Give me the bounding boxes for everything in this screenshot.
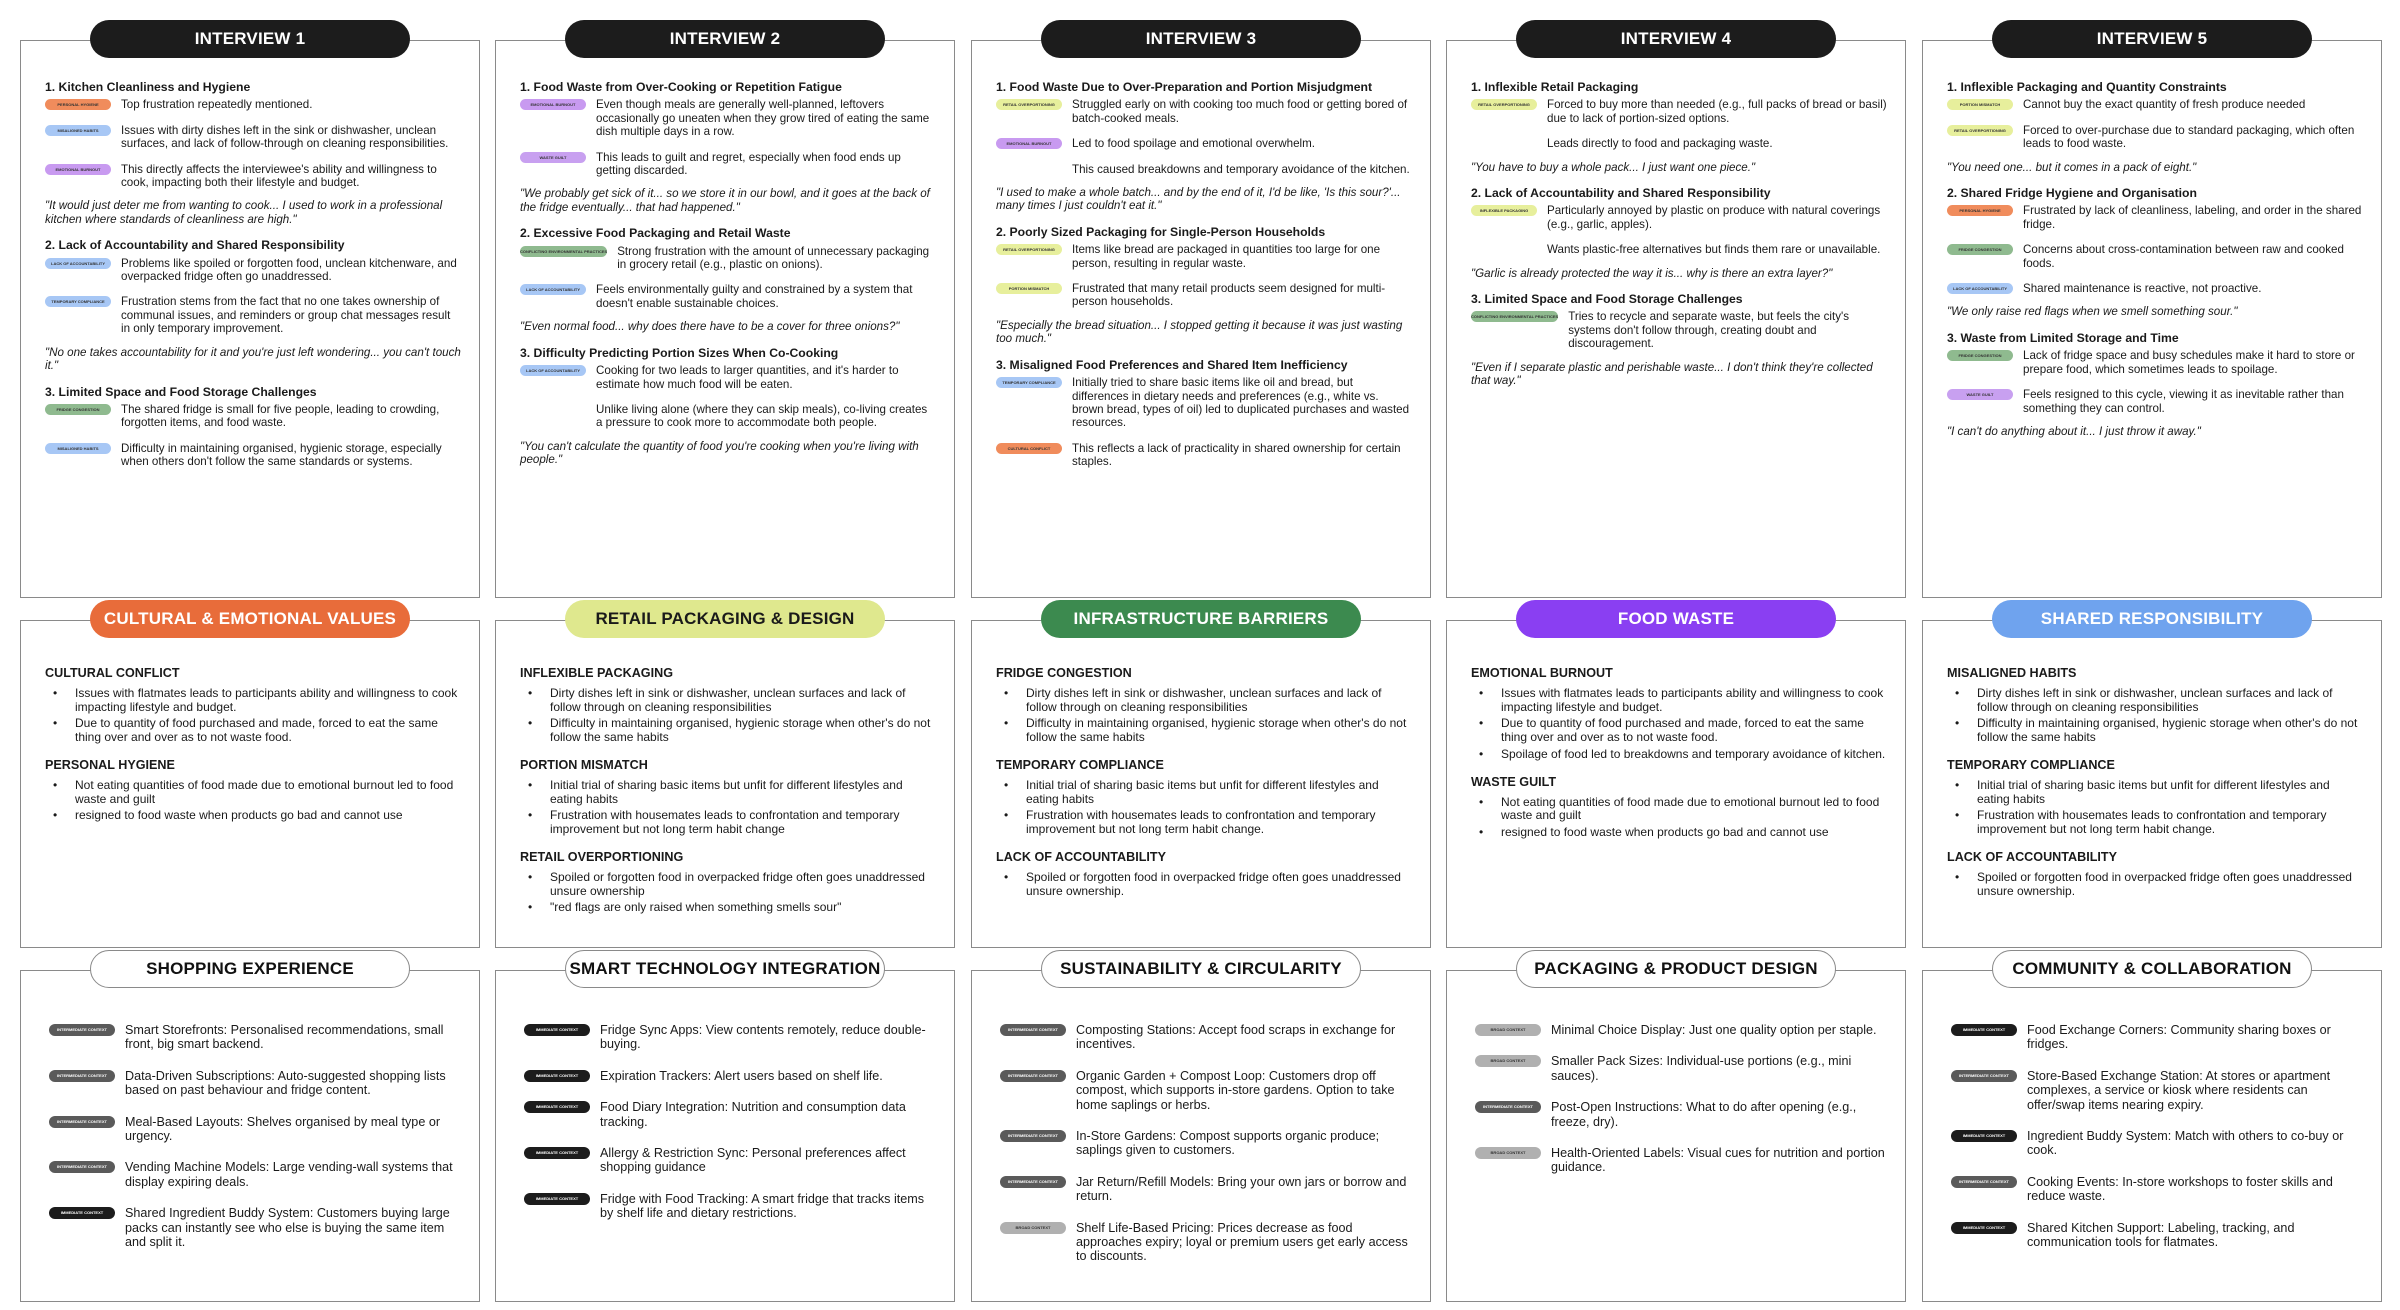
interview-quote: "You need one... but it comes in a pack of eight.": [1947, 160, 2197, 174]
interview-content: [994, 81, 1412, 481]
context-tag: IMMEDIATE CONTEXT: [1951, 1130, 2017, 1142]
finding-item: [518, 283, 936, 310]
theme-bullets: [994, 779, 1412, 837]
theme-panel-5: [1922, 620, 2382, 948]
interview-panel-5: [1922, 40, 2382, 598]
interview-quote: "You can't calculate the quantity of food you're cooking when you're living with people.": [520, 439, 919, 467]
context-tag: IMMEDIATE CONTEXT: [1951, 1222, 2017, 1234]
interview-content: [43, 81, 461, 481]
theme-category: RETAIL OVERPORTIONING: [520, 849, 684, 864]
theme-tag: EMOTIONAL BURNOUT: [996, 138, 1062, 149]
finding-item: [1945, 349, 2363, 376]
finding-item: [994, 282, 1412, 309]
section-heading: 2. Lack of Accountability and Shared Responsibility: [45, 238, 345, 253]
context-tag: IMMEDIATE CONTEXT: [524, 1024, 590, 1036]
context-tag: BROAD CONTEXT: [1475, 1024, 1541, 1036]
theme-bullet: • Issues with flatmates leads to participants ability and willingness to cook impacting lifestyle and budget.: [1469, 687, 1887, 715]
theme-bullet: • Initial trial of sharing basic items but unfit for different lifestyles and eating habits: [1945, 779, 2363, 807]
theme-tag: EMOTIONAL BURNOUT: [520, 99, 586, 110]
opportunity-text: Store-Based Exchange Station: At stores or apartment complexes, a service or kiosk where residents can offer/swap items nearing expiry.: [2027, 1068, 2331, 1112]
opportunity-item: [1475, 1023, 1887, 1037]
section-heading: 1. Kitchen Cleanliness and Hygiene: [45, 80, 251, 94]
finding-text: Led to food spoilage and emotional overwhelm.: [1072, 137, 1315, 151]
opportunity-text: Cooking Events: In-store workshops to foster skills and reduce waste.: [2027, 1174, 2333, 1204]
theme-tag: FRIDGE CONGESTION: [1947, 350, 2013, 361]
theme-tag: PERSONAL HYGIENE: [45, 99, 111, 110]
context-tag: IMMEDIATE CONTEXT: [524, 1147, 590, 1159]
interview-quote: "You have to buy a whole pack... I just want one piece.": [1471, 160, 1756, 174]
theme-title-pill: RETAIL PACKAGING & DESIGN: [565, 600, 885, 638]
section-heading: 1. Inflexible Packaging and Quantity Constraints: [1947, 80, 2227, 94]
opportunity-item: [1475, 1100, 1887, 1129]
theme-category: WASTE GUILT: [1471, 774, 1557, 789]
section-heading: 2. Poorly Sized Packaging for Single-Person Households: [996, 224, 1326, 239]
finding-item: [994, 243, 1412, 270]
finding-text: Issues with dirty dishes left in the sink or dishwasher, unclean surfaces, and lack of follow-through on cleaning responsibilities.: [121, 123, 449, 151]
interview-content: [1945, 81, 2363, 451]
finding-item: [1945, 124, 2363, 151]
context-tag: INTERMEDIATE CONTEXT: [49, 1070, 115, 1082]
finding-item: [1469, 310, 1887, 350]
opportunity-item: [524, 1023, 936, 1052]
theme-panel-2: [495, 620, 955, 948]
theme-bullet: • resigned to food waste when products go bad and cannot use: [43, 809, 461, 823]
context-tag: IMMEDIATE CONTEXT: [49, 1207, 115, 1219]
theme-bullet: • resigned to food waste when products go bad and cannot use: [1469, 826, 1887, 840]
finding-text: Frustrated by lack of cleanliness, labeling, and order in the shared fridge.: [2023, 204, 2362, 231]
opportunity-panel-4: [1446, 970, 1906, 1302]
opportunity-title-pill: SMART TECHNOLOGY INTEGRATION: [565, 950, 885, 988]
theme-tag: EMOTIONAL BURNOUT: [45, 164, 111, 175]
opportunity-item: [49, 1206, 461, 1249]
theme-category: LACK OF ACCOUNTABILITY: [1947, 849, 2117, 864]
finding-text: Concerns about cross-contamination between raw and cooked foods.: [2023, 243, 2344, 270]
opportunity-text: Ingredient Buddy System: Match with others to co-buy or cook.: [2027, 1129, 2344, 1158]
theme-tag: CONFLICTING ENVIRONMENTAL PRACTICES: [1471, 311, 1558, 322]
opportunity-item: [49, 1115, 461, 1144]
opportunity-title-pill: SUSTAINABILITY & CIRCULARITY: [1041, 950, 1361, 988]
finding-text: Frustration stems from the fact that no one takes ownership of communal issues, and reminders or group chat messages result in only temporary improvement.: [121, 295, 451, 336]
context-tag: IMMEDIATE CONTEXT: [524, 1101, 590, 1113]
theme-bullet: • Frustration with housemates leads to confrontation and temporary improvement but not long term habit change.: [1945, 809, 2363, 837]
opportunity-text: Post-Open Instructions: What to do after opening (e.g., freeze, dry).: [1551, 1100, 1857, 1129]
finding-text: Frustrated that many retail products seem designed for multi-person households.: [1072, 282, 1386, 309]
opportunity-text: Organic Garden + Compost Loop: Customers drop off compost, which supports in-store gardens. Option to take home saplings or herbs.: [1076, 1068, 1395, 1112]
theme-bullet: • Difficulty in maintaining organised, hygienic storage when other's do not follow the same habits: [1945, 717, 2363, 745]
finding-item: [518, 403, 936, 430]
finding-text: Cannot buy the exact quantity of fresh produce needed: [2023, 98, 2306, 112]
opportunity-text: Fridge Sync Apps: View contents remotely, reduce double-buying.: [600, 1023, 926, 1052]
theme-category: MISALIGNED HABITS: [1947, 666, 2077, 680]
opportunity-item: [1951, 1175, 2363, 1204]
section-heading: 3. Misaligned Food Preferences and Shared Item Inefficiency: [996, 357, 1348, 372]
theme-panel-4: [1446, 620, 1906, 948]
theme-bullets: [518, 871, 936, 915]
finding-item: [518, 245, 936, 272]
opportunity-text: Composting Stations: Accept food scraps in exchange for incentives.: [1076, 1023, 1396, 1052]
finding-text: Struggled early on with cooking too much food or getting bored of batch-cooked meals.: [1072, 98, 1408, 125]
theme-tag: WASTE GUILT: [520, 152, 586, 163]
theme-bullet: • Issues with flatmates leads to participants ability and willingness to cook impacting lifestyle and budget.: [43, 687, 461, 715]
opportunity-content: [1000, 1023, 1412, 1281]
section-heading: 3. Difficulty Predicting Portion Sizes When Co-Cooking: [520, 345, 839, 360]
finding-item: [1945, 388, 2363, 415]
theme-bullet: • Due to quantity of food purchased and made, forced to eat the same thing over and over as to not waste food.: [1469, 717, 1887, 745]
opportunity-item: [524, 1146, 936, 1175]
opportunity-text: Meal-Based Layouts: Shelves organised by meal type or urgency.: [125, 1114, 441, 1144]
opportunity-text: Fridge with Food Tracking: A smart fridge that tracks items by shelf life and dietary restrictions.: [600, 1191, 925, 1221]
theme-tag: PERSONAL HYGIENE: [1947, 205, 2013, 216]
finding-item: [994, 163, 1412, 176]
opportunity-title-pill: SHOPPING EXPERIENCE: [90, 950, 410, 988]
theme-tag: FRIDGE CONGESTION: [1947, 244, 2013, 255]
interview-quote: "Garlic is already protected the way it is... why is there an extra layer?": [1471, 266, 1833, 280]
finding-item: [43, 403, 461, 430]
finding-text: Forced to over-purchase due to standard packaging, which often leads to food waste.: [2023, 123, 2355, 151]
opportunity-text: Shared Ingredient Buddy System: Customers buying large packs can instantly see who else is buying the same item and split it.: [125, 1206, 450, 1250]
opportunity-text: Minimal Choice Display: Just one quality option per staple.: [1551, 1023, 1877, 1037]
finding-item: [43, 295, 461, 335]
finding-item: [994, 98, 1412, 125]
opportunity-item: [1951, 1069, 2363, 1112]
context-tag: INTERMEDIATE CONTEXT: [1475, 1101, 1541, 1113]
finding-item: [994, 376, 1412, 430]
finding-text: Initially tried to share basic items like oil and bread, but differences in dietary needs and preferences (e.g., white vs. brown bread, types of oil) led to duplicated purchases and wasted resources.: [1072, 376, 1410, 430]
opportunity-panel-1: [20, 970, 480, 1302]
finding-text: Unlike living alone (where they can skip meals), co-living creates a pressure to cook more to accommodate both people.: [596, 402, 928, 430]
finding-text: Forced to buy more than needed (e.g., full packs of bread or basil) due to lack of portion-sized options.: [1547, 98, 1887, 125]
finding-item: [518, 364, 936, 391]
opportunity-text: Data-Driven Subscriptions: Auto-suggested shopping lists based on past behaviour and fridge content.: [125, 1068, 446, 1098]
interview-title-pill: INTERVIEW 4: [1516, 20, 1836, 58]
finding-text: Shared maintenance is reactive, not proactive.: [2023, 282, 2262, 296]
context-tag: INTERMEDIATE CONTEXT: [1000, 1176, 1066, 1188]
theme-tag: RETAIL OVERPORTIONING: [1471, 99, 1537, 110]
theme-bullet: • Spoilage of food led to breakdowns and temporary avoidance of kitchen.: [1469, 748, 1887, 762]
theme-content: [1469, 667, 1887, 854]
interview-quote: "We only raise red flags when we smell something sour.": [1947, 305, 2238, 319]
context-tag: BROAD CONTEXT: [1475, 1147, 1541, 1159]
theme-title-pill: CULTURAL & EMOTIONAL VALUES: [90, 600, 410, 638]
finding-item: [1469, 98, 1887, 125]
theme-bullets: [43, 687, 461, 745]
theme-bullet: • Dirty dishes left in sink or dishwasher, unclean surfaces and lack of follow through on cleaning responsibilities: [1945, 687, 2363, 715]
context-tag: IMMEDIATE CONTEXT: [524, 1193, 590, 1205]
theme-tag: PORTION MISMATCH: [996, 283, 1062, 294]
interview-panel-2: [495, 40, 955, 598]
context-tag: INTERMEDIATE CONTEXT: [1000, 1070, 1066, 1082]
opportunity-item: [49, 1069, 461, 1098]
theme-tag: TEMPORARY COMPLIANCE: [996, 377, 1062, 388]
interview-quote: "Even normal food... why does there have to be a cover for three onions?": [520, 320, 900, 334]
finding-text: Lack of fridge space and busy schedules make it hard to store or prepare food, which sometimes leads to spoilage.: [2023, 349, 2355, 376]
opportunity-item: [1000, 1129, 1412, 1158]
opportunity-text: Smaller Pack Sizes: Individual-use portions (e.g., mini sauces).: [1551, 1054, 1852, 1083]
opportunity-item: [1951, 1129, 2363, 1158]
theme-bullets: [1469, 687, 1887, 762]
context-tag: IMMEDIATE CONTEXT: [524, 1070, 590, 1082]
finding-text: This reflects a lack of practicality in shared ownership for certain staples.: [1072, 441, 1401, 469]
opportunity-item: [1000, 1023, 1412, 1052]
finding-item: [43, 442, 461, 469]
opportunity-content: [1475, 1023, 1887, 1192]
context-tag: INTERMEDIATE CONTEXT: [49, 1161, 115, 1173]
finding-item: [43, 124, 461, 151]
section-heading: 3. Limited Space and Food Storage Challenges: [45, 384, 317, 399]
theme-tag: TEMPORARY COMPLIANCE: [45, 296, 111, 307]
theme-content: [518, 667, 936, 929]
interview-quote: "Especially the bread situation... I stopped getting it because it was just wasting too much.": [996, 318, 1403, 346]
opportunity-content: [1951, 1023, 2363, 1266]
theme-bullet: • "red flags are only raised when something smells sour": [518, 901, 936, 915]
section-heading: 2. Excessive Food Packaging and Retail Waste: [520, 226, 791, 241]
theme-tag: CONFLICTING ENVIRONMENTAL PRACTICES: [520, 246, 607, 257]
finding-item: [43, 163, 461, 190]
section-heading: 1. Food Waste Due to Over-Preparation and Portion Misjudgment: [996, 80, 1373, 94]
context-tag: BROAD CONTEXT: [1000, 1222, 1066, 1234]
opportunity-text: In-Store Gardens: Compost supports organic produce; saplings given to customers.: [1076, 1129, 1380, 1158]
theme-bullet: • Not eating quantities of food made due to emotional burnout led to food waste and guilt: [43, 779, 461, 807]
finding-text: Particularly annoyed by plastic on produce with natural coverings (e.g., garlic, apples).: [1547, 204, 1881, 231]
interview-panel-1: [20, 40, 480, 598]
theme-bullets: [1945, 687, 2363, 745]
theme-panel-3: [971, 620, 1431, 948]
theme-title-pill: FOOD WASTE: [1516, 600, 1836, 638]
finding-text: Even though meals are generally well-planned, leftovers occasionally go uneaten when they grow tired of eating the same dish multiple days in a row.: [596, 98, 930, 139]
opportunity-item: [1000, 1069, 1412, 1112]
opportunity-item: [1475, 1054, 1887, 1083]
context-tag: INTERMEDIATE CONTEXT: [49, 1024, 115, 1036]
context-tag: BROAD CONTEXT: [1475, 1055, 1541, 1067]
opportunity-title-pill: PACKAGING & PRODUCT DESIGN: [1516, 950, 1836, 988]
finding-text: Tries to recycle and separate waste, but feels the city's systems don't follow through, creating doubt and discouragement.: [1568, 310, 1849, 351]
opportunity-content: [524, 1023, 936, 1238]
context-tag: IMMEDIATE CONTEXT: [1951, 1024, 2017, 1036]
finding-text: Wants plastic-free alternatives but finds them rare or unavailable.: [1547, 243, 1881, 257]
opportunity-item: [49, 1023, 461, 1052]
opportunity-text: Shelf Life-Based Pricing: Prices decrease as food approaches expiry; loyal or premium users get early access to discounts.: [1076, 1220, 1408, 1264]
context-tag: INTERMEDIATE CONTEXT: [49, 1116, 115, 1128]
theme-tag: WASTE GUILT: [1947, 389, 2013, 400]
section-heading: 3. Limited Space and Food Storage Challenges: [1471, 292, 1743, 307]
opportunity-text: Jar Return/Refill Models: Bring your own jars or borrow and return.: [1076, 1174, 1407, 1204]
section-heading: 3. Waste from Limited Storage and Time: [1947, 330, 2179, 345]
interview-title-pill: INTERVIEW 3: [1041, 20, 1361, 58]
opportunity-text: Shared Kitchen Support: Labeling, tracking, and communication tools for flatmates.: [2027, 1220, 2295, 1250]
finding-text: Feels environmentally guilty and constrained by a system that doesn't enable sustainable choices.: [596, 283, 913, 310]
finding-text: Feels resigned to this cycle, viewing it as inevitable rather than something they can control.: [2023, 388, 2344, 415]
theme-bullet: • Spoiled or forgotten food in overpacked fridge often goes unaddressed unsure ownership.: [994, 871, 1412, 899]
opportunity-text: Food Diary Integration: Nutrition and consumption data tracking.: [600, 1100, 906, 1129]
finding-text: Leads directly to food and packaging waste.: [1547, 137, 1773, 151]
section-heading: 2. Shared Fridge Hygiene and Organisation: [1947, 186, 2197, 201]
theme-bullet: • Difficulty in maintaining organised, hygienic storage when other's do not follow the same habits: [994, 717, 1412, 745]
theme-category: TEMPORARY COMPLIANCE: [996, 757, 1164, 772]
opportunity-text: Allergy & Restriction Sync: Personal preferences affect shopping guidance: [600, 1146, 906, 1175]
finding-text: This leads to guilt and regret, especially when food ends up getting discarded.: [596, 150, 901, 178]
finding-text: This directly affects the interviewee's ability and willingness to cook, impacting both their lifestyle and budget.: [121, 162, 437, 190]
theme-bullets: [1469, 796, 1887, 840]
finding-text: Top frustration repeatedly mentioned.: [121, 98, 313, 112]
finding-item: [994, 137, 1412, 150]
interview-title-pill: INTERVIEW 1: [90, 20, 410, 58]
opportunity-item: [1951, 1023, 2363, 1052]
finding-item: [518, 98, 936, 138]
theme-bullet: • Dirty dishes left in sink or dishwasher, unclean surfaces and lack of follow through on cleaning responsibilities: [518, 687, 936, 715]
theme-bullet: • Frustration with housemates leads to confrontation and temporary improvement but not long term habit change.: [994, 809, 1412, 837]
interview-quote: "I can't do anything about it... I just throw it away.": [1947, 424, 2201, 438]
opportunity-item: [524, 1100, 936, 1129]
theme-title-pill: SHARED RESPONSIBILITY: [1992, 600, 2312, 638]
finding-item: [43, 257, 461, 284]
opportunity-item: [49, 1160, 461, 1189]
theme-bullet: • Spoiled or forgotten food in overpacked fridge often goes unaddressed unsure ownership.: [1945, 871, 2363, 899]
theme-bullets: [994, 871, 1412, 899]
finding-item: [1469, 204, 1887, 231]
theme-bullets: [518, 779, 936, 837]
opportunity-text: Smart Storefronts: Personalised recommendations, small front, big smart backend.: [125, 1023, 444, 1052]
finding-item: [994, 442, 1412, 469]
context-tag: INTERMEDIATE CONTEXT: [1000, 1130, 1066, 1142]
interview-panel-3: [971, 40, 1431, 598]
theme-bullet: • Spoiled or forgotten food in overpacked fridge often goes unaddressed unsure ownership: [518, 871, 936, 899]
theme-bullets: [1945, 871, 2363, 899]
opportunity-content: [49, 1023, 461, 1266]
opportunity-panel-3: [971, 970, 1431, 1302]
theme-tag: LACK OF ACCOUNTABILITY: [520, 284, 586, 295]
theme-tag: RETAIL OVERPORTIONING: [1947, 125, 2013, 136]
opportunity-text: Health-Oriented Labels: Visual cues for nutrition and portion guidance.: [1551, 1146, 1885, 1175]
opportunity-item: [1951, 1221, 2363, 1250]
theme-bullet: • Initial trial of sharing basic items but unfit for different lifestyles and eating habits: [518, 779, 936, 807]
finding-text: Problems like spoiled or forgotten food, unclean kitchenware, and overpacked fridge often go unaddressed.: [121, 256, 457, 284]
finding-item: [1469, 243, 1887, 256]
theme-bullet: • Difficulty in maintaining organised, hygienic storage when other's do not follow the same habits: [518, 717, 936, 745]
theme-bullet: • Not eating quantities of food made due to emotional burnout led to food waste and guilt: [1469, 796, 1887, 824]
theme-bullets: [43, 779, 461, 823]
theme-panel-1: [20, 620, 480, 948]
theme-category: PORTION MISMATCH: [520, 757, 648, 772]
finding-text: The shared fridge is small for five people, leading to crowding, forgotten items, and food waste.: [121, 402, 440, 430]
opportunity-item: [1000, 1221, 1412, 1264]
theme-tag: LACK OF ACCOUNTABILITY: [45, 258, 111, 269]
theme-category: LACK OF ACCOUNTABILITY: [996, 849, 1166, 864]
theme-bullet: • Dirty dishes left in sink or dishwasher, unclean surfaces and lack of follow through on cleaning responsibilities: [994, 687, 1412, 715]
interview-content: [518, 81, 936, 480]
theme-bullets: [518, 687, 936, 745]
theme-title-pill: INFRASTRUCTURE BARRIERS: [1041, 600, 1361, 638]
theme-content: [1945, 667, 2363, 912]
opportunity-item: [524, 1069, 936, 1083]
theme-tag: RETAIL OVERPORTIONING: [996, 244, 1062, 255]
theme-tag: MISALIGNED HABITS: [45, 443, 111, 454]
finding-text: Items like bread are packaged in quantities too large for one person, resulting in regular waste.: [1072, 243, 1381, 270]
theme-content: [994, 667, 1412, 912]
opportunity-panel-5: [1922, 970, 2382, 1302]
context-tag: INTERMEDIATE CONTEXT: [1951, 1176, 2017, 1188]
finding-item: [1945, 204, 2363, 231]
finding-item: [1945, 98, 2363, 111]
theme-bullets: [994, 687, 1412, 745]
finding-item: [1945, 282, 2363, 295]
theme-tag: FRIDGE CONGESTION: [45, 404, 111, 415]
context-tag: INTERMEDIATE CONTEXT: [1000, 1024, 1066, 1036]
section-heading: 2. Lack of Accountability and Shared Responsibility: [1471, 186, 1771, 201]
interview-quote: "Even if I separate plastic and perishable waste... I don't think they're collected that way.": [1471, 360, 1873, 388]
opportunity-item: [1475, 1146, 1887, 1175]
theme-category: TEMPORARY COMPLIANCE: [1947, 757, 2115, 772]
section-heading: 1. Inflexible Retail Packaging: [1471, 80, 1639, 94]
opportunity-item: [1000, 1175, 1412, 1204]
opportunity-text: Food Exchange Corners: Community sharing boxes or fridges.: [2027, 1023, 2331, 1052]
theme-tag: MISALIGNED HABITS: [45, 125, 111, 136]
theme-bullets: [1945, 779, 2363, 837]
interview-quote: "It would just deter me from wanting to cook... I used to work in a professional kitchen where standards of cleanliness are high.": [45, 199, 443, 226]
finding-text: Cooking for two leads to larger quantities, and it's harder to estimate how much food will be eaten.: [596, 364, 899, 391]
theme-category: EMOTIONAL BURNOUT: [1471, 666, 1613, 680]
interview-quote: "I used to make a whole batch... and by the end of it, I'd be like, 'Is this sour?'... many times I just couldn't eat it.": [996, 186, 1401, 213]
section-heading: 1. Food Waste from Over-Cooking or Repetition Fatigue: [520, 80, 842, 94]
theme-tag: LACK OF ACCOUNTABILITY: [520, 365, 586, 376]
theme-category: INFLEXIBLE PACKAGING: [520, 666, 673, 680]
finding-item: [518, 151, 936, 178]
theme-category: CULTURAL CONFLICT: [45, 666, 180, 680]
finding-item: [1945, 243, 2363, 270]
opportunity-panel-2: [495, 970, 955, 1302]
opportunity-item: [524, 1192, 936, 1221]
theme-category: FRIDGE CONGESTION: [996, 666, 1132, 680]
finding-item: [1469, 137, 1887, 150]
opportunity-title-pill: COMMUNITY & COLLABORATION: [1992, 950, 2312, 988]
theme-tag: CULTURAL CONFLICT: [996, 443, 1062, 454]
theme-tag: PORTION MISMATCH: [1947, 99, 2013, 110]
theme-tag: RETAIL OVERPORTIONING: [996, 99, 1062, 110]
opportunity-text: Expiration Trackers: Alert users based on shelf life.: [600, 1068, 883, 1083]
finding-text: Strong frustration with the amount of unnecessary packaging in grocery retail (e.g., plastic on onions).: [617, 244, 930, 272]
interview-panel-4: [1446, 40, 1906, 598]
finding-text: Difficulty in maintaining organised, hygienic storage, especially when others don't follow the same standards or systems.: [121, 441, 442, 469]
interview-quote: "We probably get sick of it... so we store it in our bowl, and it goes at the back of the fridge eventually... that had happened.": [520, 187, 930, 214]
theme-content: [43, 667, 461, 837]
interview-content: [1469, 81, 1887, 401]
opportunity-text: Vending Machine Models: Large vending-wall systems that display expiring deals.: [125, 1160, 453, 1189]
interview-title-pill: INTERVIEW 5: [1992, 20, 2312, 58]
finding-item: [43, 98, 461, 111]
theme-category: PERSONAL HYGIENE: [45, 757, 175, 772]
theme-tag: LACK OF ACCOUNTABILITY: [1947, 283, 2013, 294]
finding-text: This caused breakdowns and temporary avoidance of the kitchen.: [1072, 162, 1410, 176]
interview-quote: "No one takes accountability for it and you're just left wondering... you can't touch it.": [45, 345, 461, 373]
context-tag: INTERMEDIATE CONTEXT: [1951, 1070, 2017, 1082]
interview-title-pill: INTERVIEW 2: [565, 20, 885, 58]
theme-bullet: • Initial trial of sharing basic items but unfit for different lifestyles and eating habits: [994, 779, 1412, 807]
theme-tag: INFLEXIBLE PACKAGING: [1471, 205, 1537, 216]
theme-bullet: • Due to quantity of food purchased and made, forced to eat the same thing over and over as to not waste food.: [43, 717, 461, 745]
theme-bullet: • Frustration with housemates leads to confrontation and temporary improvement but not long term habit change: [518, 809, 936, 837]
